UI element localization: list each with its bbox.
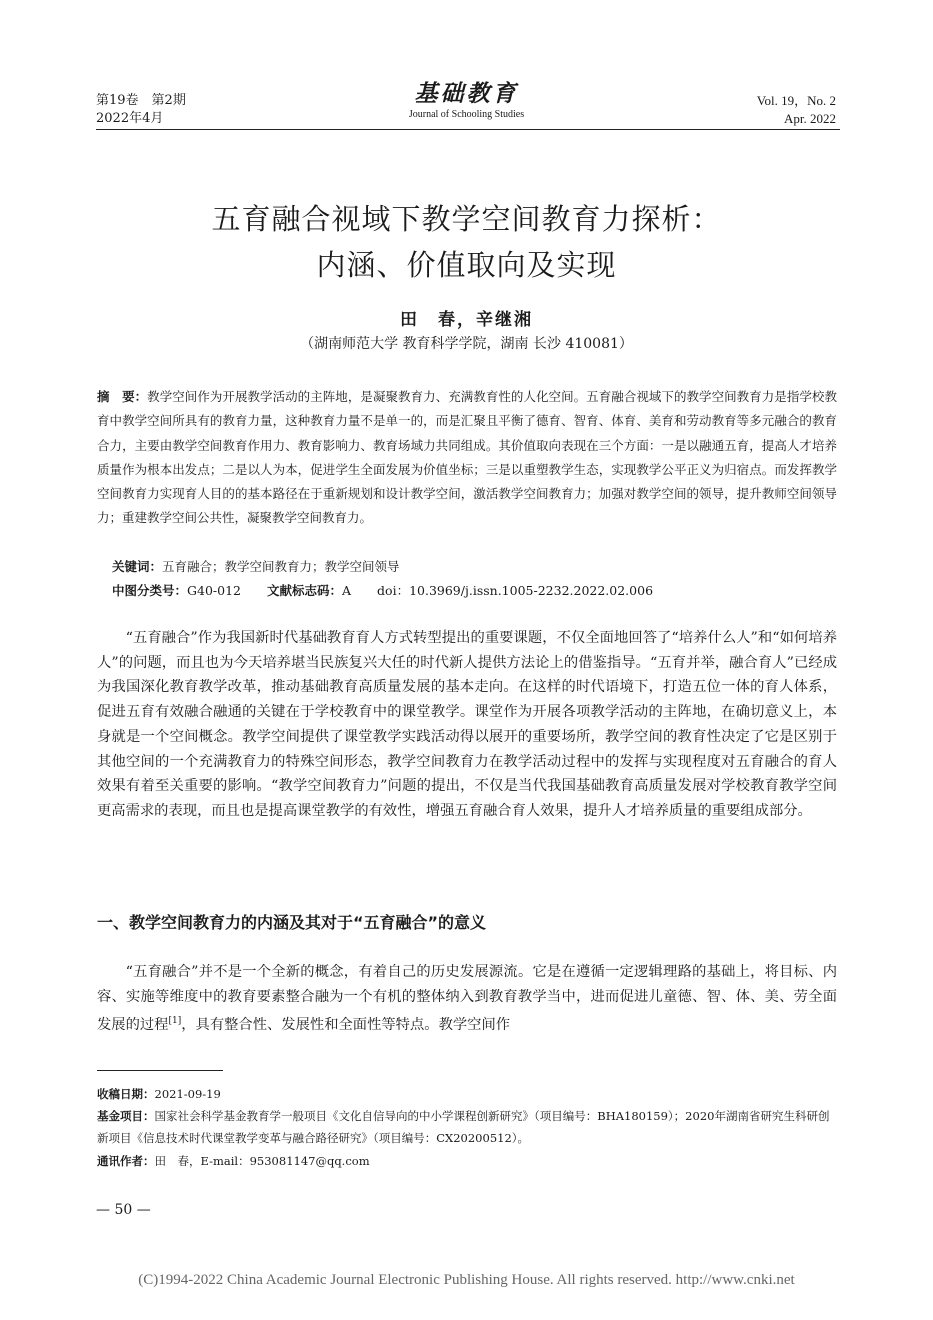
footnote-author xyxy=(97,1150,837,1172)
keywords-label: 关键词： xyxy=(112,559,163,574)
class-value: G40-012 xyxy=(187,583,241,598)
corresponding-author-label: 通讯作者： xyxy=(97,1154,155,1168)
abstract-text: 教学空间作为开展教学活动的主阵地，是凝聚教育力、充满教育性的人化空间。五育融合视域下的教学空间教育力是指学校教育中教学空间所具有的教育力量，这种教育力量不是单一的，而是汇聚且平衡了德育、智育、体育、美育和劳动教育等多元融合的教育合力，主要由教学空间教育作用力、教育影响力、教育场域力共同组成。其价值取向表现在三个方面：一是以融通五育，提高人才培养质量作为根本出发点；二是以人为本，促进学生全面发展为价值坐标；三是以重塑教学生态，实现教学公平正义为归宿点。而发挥教学空间教育力实现育人目的的基本路径在于重新规划和设计教学空间，激活教学空间教育力；加强对教学空间的领导，提升教师空间领导力；重建教学空间公共性，凝聚教学空间教育力。 xyxy=(97,389,837,526)
doc-code-value: A xyxy=(342,583,352,598)
title-line-2: 内涵、价值取向及实现 xyxy=(316,248,617,282)
footnote-received xyxy=(97,1083,837,1105)
received-date: 2021-09-19 xyxy=(154,1087,221,1101)
footnote-fund xyxy=(97,1105,837,1149)
volume-issue-en: Vol. 19，No. 2 xyxy=(756,93,836,108)
citation-ref[interactable]: [1] xyxy=(168,1016,182,1027)
copyright-notice: (C)1994-2022 China Academic Journal Electronic Publishing House. All rights reserved. http://www.cnki.net xyxy=(138,1272,795,1288)
abstract-label: 摘 要： xyxy=(97,389,148,404)
journal-issue-info-en xyxy=(757,92,836,128)
body-paragraph-2 xyxy=(97,960,837,1038)
article-title xyxy=(0,196,933,288)
doc-code-label: 文献标志码： xyxy=(267,583,343,598)
page-number: — 50 — xyxy=(96,1202,151,1218)
footnote-divider xyxy=(97,1070,223,1071)
journal-name-en: Journal of Schooling Studies xyxy=(408,109,525,120)
para2-tail: ，具有整合性、发展性和全面性等特点。教学空间作 xyxy=(181,1017,511,1034)
corresponding-author: 田 春，E-mail：953081147@qq.com xyxy=(154,1154,370,1168)
header-divider xyxy=(96,129,840,130)
para2-text: “五育融合”并不是一个全新的概念，有着自己的历史发展源流。它是在遵循一定逻辑理路的基础上，将目标、内容、实施等维度中的教育要素整合融为一个有机的整体纳入到教育教学当中，进而促进儿童德、智、体、美、劳全面发展的过程 xyxy=(97,964,837,1034)
affiliation: （湖南师范大学 教育科学学院，湖南 长沙 410081） xyxy=(300,336,633,352)
volume-issue: 第19卷 第2期 xyxy=(96,93,186,108)
fund-text: 国家社会科学基金教育学一般项目《文化自信导向的中小学课程创新研究》（项目编号：BHA180159）；2020年湖南省研究生科研创新项目《信息技术时代课堂教学变革与融合路径研究》（项目编号：CX20200512）。 xyxy=(97,1109,830,1145)
classification-line xyxy=(112,579,837,603)
keywords-text: 五育融合；教学空间教育力；教学空间领导 xyxy=(162,559,400,574)
authors: 田 春，辛继湘 xyxy=(400,310,533,330)
issue-date: 2022年4月 xyxy=(96,111,164,126)
received-label: 收稿日期： xyxy=(97,1087,155,1101)
class-label: 中图分类号： xyxy=(112,583,188,598)
journal-name-cn: 基础教育 xyxy=(414,80,519,107)
title-line-1: 五育融合视域下教学空间教育力探析： xyxy=(211,202,722,236)
body-paragraph-1: “五育融合”作为我国新时代基础教育育人方式转型提出的重要课题，不仅全面地回答了“培养什么人”和“如何培养人”的问题，而且也为今天培养堪当民族复兴大任的时代新人提供方法论上的借鉴指导。“五育并举，融合育人”已经成为我国深化教育教学改革，推动基础教育高质量发展的基本走向。在这样的时代语境下，打造五位一体的育人体系，促进五育有效融合融通的关键在于学校教育中的课堂教学。课堂作为开展各项教学活动的主阵地，在确切意义上，本身就是一个空间概念。教学空间提供了课堂教学实践活动得以展开的重要场所，教学空间的教育性决定了它是区别于其他空间的一个充满教育力的特殊空间形态，教学空间教育力在教学活动过程中的发挥与实现程度对五育融合的育人效果有着至关重要的影响。“教学空间教育力”问题的提出，不仅是当代我国基础教育高质量发展对学校教育教学空间更高需求的表现，而且也是提高课堂教学的有效性，增强五育融合育人效果，提升人才培养质量的重要组成部分。 xyxy=(97,630,837,819)
section-heading-1: 一、教学空间教育力的内涵及其对于“五育融合”的意义 xyxy=(97,913,487,932)
issue-date-en: Apr. 2022 xyxy=(784,111,836,126)
doi[interactable]: doi：10.3969/j.issn.1005-2232.2022.02.006 xyxy=(377,583,654,598)
fund-label: 基金项目： xyxy=(97,1109,155,1123)
keywords xyxy=(112,555,837,579)
abstract xyxy=(97,385,837,531)
